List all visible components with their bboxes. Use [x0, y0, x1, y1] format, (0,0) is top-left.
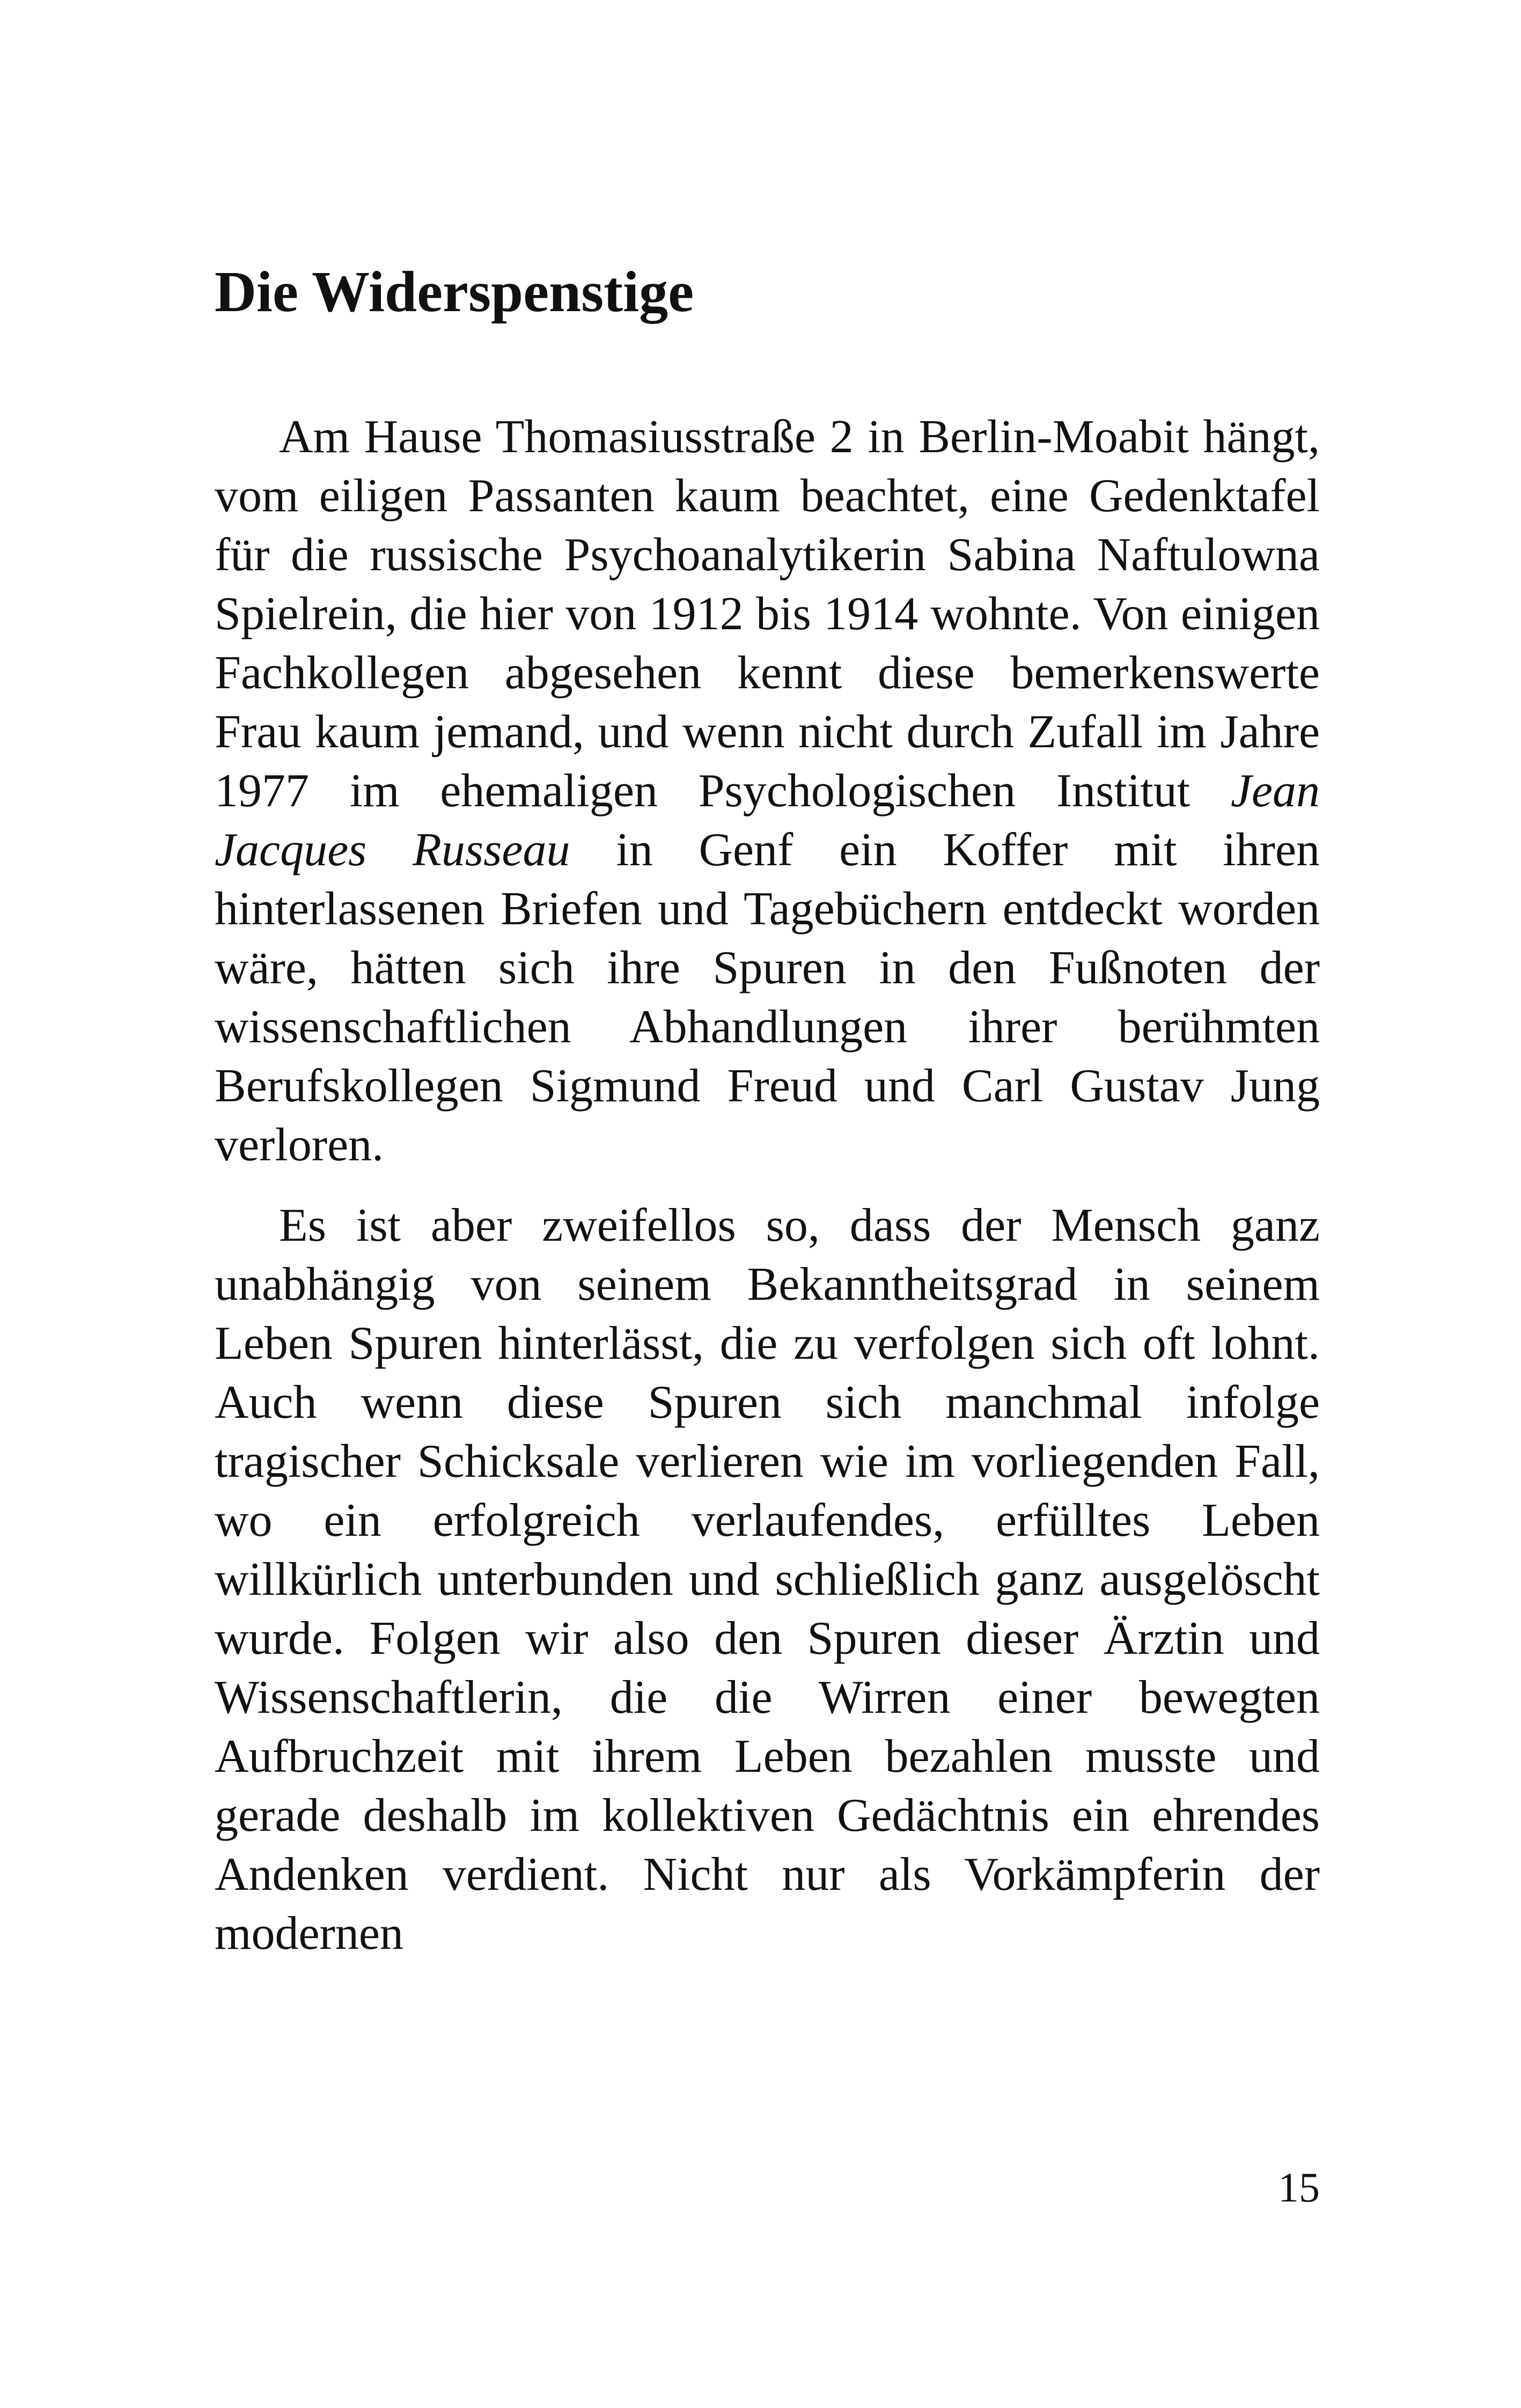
paragraph-1-text-b: in Genf ein Koffer mit ihren hinterlassenen Briefen und Tagebüchern entdeckt worden wäre, hätten sich ihre Spuren in den Fußnoten der wissenschaftlichen Abhandlungen ihrer berühmten Berufskollegen Sigmund Freud und Carl Gustav Jung verloren.	[215, 824, 1320, 1171]
page-number: 15	[1278, 2164, 1320, 2211]
body-text	[215, 408, 1320, 1963]
paragraph-1-text-a: Am Hause Thomasiusstraße 2 in Berlin-Moabit hängt, vom eiligen Passanten kaum beachtet, eine Gedenktafel für die russische Psychoanalytikerin Sabina Naftulowna Spielrein, die hier von 1912 bis 1914 wohnte. Von einigen Fachkollegen abgesehen kennt diese bemerkenswerte Frau kaum jemand, und wenn nicht durch Zufall im Jahre 1977 im ehemaligen Psychologischen Institut	[215, 411, 1320, 817]
institute-name: Jean Jacques Russeau	[215, 765, 1320, 876]
paragraph-2: Es ist aber zweifellos so, dass der Mensch ganz unabhängig von seinem Bekanntheitsgrad in seinem Leben Spuren hinterlässt, die zu verfolgen sich oft lohnt. Auch wenn diese Spuren sich manchmal infolge tragischer Schicksale verlieren wie im vorliegenden Fall, wo ein erfolgreich verlaufendes, erfülltes Leben willkürlich unterbunden und schließlich ganz ausgelöscht wurde. Folgen wir also den Spuren dieser Ärztin und Wissenschaftlerin, die die Wirren einer bewegten Aufbruchzeit mit ihrem Leben bezahlen musste und gerade deshalb im kollektiven Gedächtnis ein ehrendes Andenken verdient. Nicht nur als Vorkämpferin der modernen	[215, 1199, 1320, 1960]
paragraph-1	[215, 408, 1320, 1175]
chapter-title: Die Widerspenstige	[215, 260, 694, 324]
